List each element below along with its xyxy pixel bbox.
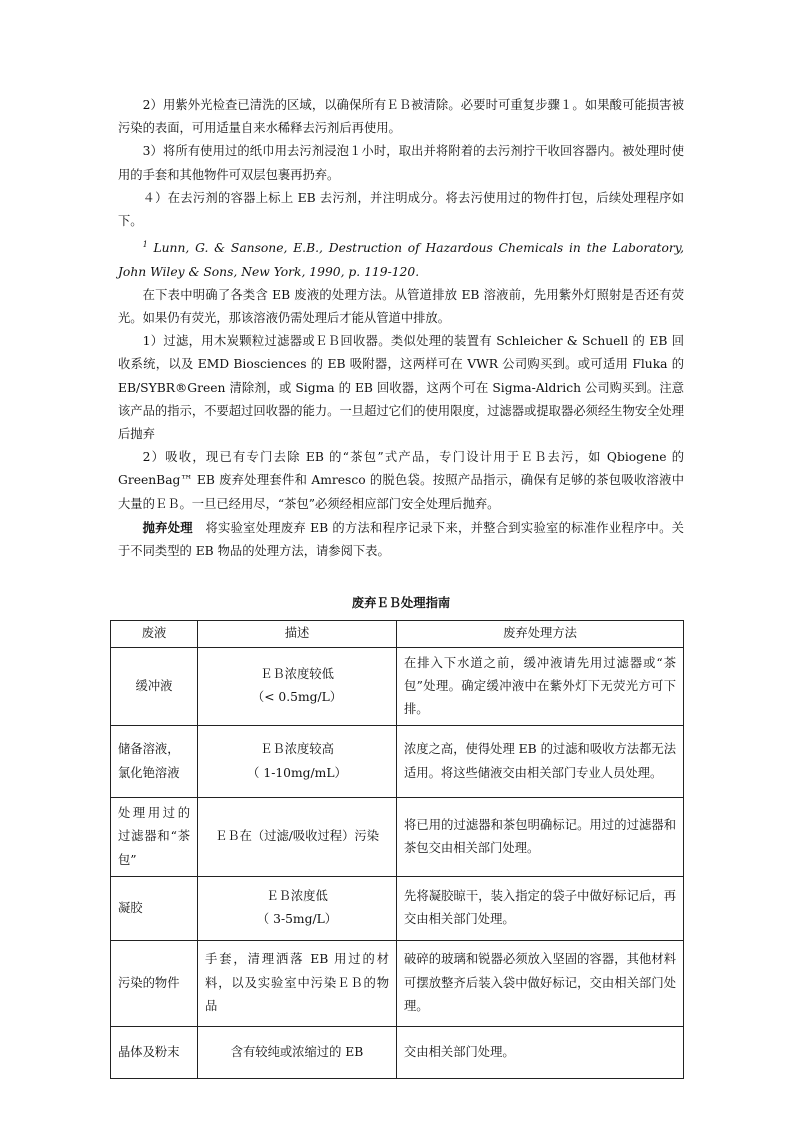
table-row xyxy=(111,876,684,940)
cell-method: 将已用的过滤器和茶包明确标记。用过的过滤器和茶包交由相关部门处理。 xyxy=(397,798,684,877)
disposal-label: 抛弃处理 xyxy=(142,519,193,535)
paragraph-intro-table: 在下表中明确了各类含 EB 废液的处理方法。从管道排放 EB 溶液前，先用紫外灯照射是否还有荧光。如果仍有荧光，那该溶液仍需处理后才能从管道中排放。 xyxy=(118,287,684,325)
table-row xyxy=(111,647,684,726)
cell-waste: 缓冲液 xyxy=(111,647,198,726)
cell-method: 浓度之高，使得处理 EB 的过滤和吸收方法都无法适用。将这些储液交由相关部门专业人员处理。 xyxy=(397,726,684,798)
cell-method: 破碎的玻璃和锐器必须放入坚固的容器，其他材料可摆放整齐后装入袋中做好标记，交由相关部门处理。 xyxy=(397,940,684,1026)
reference-footnote xyxy=(118,233,684,284)
paragraph-filter: 1）过滤，用木炭颗粒过滤器或ＥＢ回收器。类似处理的装置有 Schleicher & Schuell 的 EB 回收系统，以及 EMD Biosciences 的 EB 吸附器，这两样可在 VWR 公司购买到。或可适用 Fluka 的 EB/SYBR®Green 清除剂，或 Sigma 的 EB 回收器，这两个可在 Sigma-Aldrich 公司购买到。注意该产品的指示，不要超过回收器的能力。一旦超过它们的使用限度，过滤器或提取器必须经生物安全处理后抛弃 xyxy=(118,334,684,441)
paragraph-step-3: 3）将所有使用过的纸巾用去污剂浸泡１小时，取出并将附着的去污剂拧干收回容器内。被处理时使用的手套和其他物件可双层包裹再扔弃。 xyxy=(118,144,684,182)
reference-marker: 1 xyxy=(142,240,148,250)
cell-description xyxy=(198,726,397,798)
desc-line: （ 1-10mg/mL） xyxy=(247,765,347,780)
paragraph-absorb: 2）吸收，现已有专门去除 EB 的“茶包”式产品，专门设计用于ＥＢ去污，如 Qbiogene 的 GreenBag™ EB 废弃处理套件和 Amresco 的脱色袋。按照产品指示，确保有足够的茶包吸收溶液中大量的ＥＢ。一旦已经用尽，“茶包”必须经相应部门安全处理后抛弃。 xyxy=(118,450,684,511)
cell-description: 含有较纯或浓缩过的 EB xyxy=(198,1026,397,1078)
paragraph-disposal xyxy=(118,516,684,563)
desc-line: ＥＢ浓度较低 xyxy=(260,667,334,682)
desc-line: ＥＢ浓度较高 xyxy=(260,742,334,757)
desc-line: （< 0.5mg/L） xyxy=(251,690,343,705)
reference-text: Lunn, G. & Sansone, E.B., Destruction of Hazardous Chemicals in the Laboratory, John Wiley & Sons, New York, 1990, p. 119-120. xyxy=(118,241,684,279)
disposal-text: 将实验室处理废弃 EB 的方法和程序记录下来，并整合到实验室的标准作业程序中。关于不同类型的 EB 物品的处理方法，请参阅下表。 xyxy=(118,520,684,558)
paragraph-step-4: ４）在去污剂的容器上标上 EB 去污剂，并注明成分。将去污使用过的物件打包，后续处理程序如下。 xyxy=(118,190,684,229)
paragraph-step-2: 2）用紫外光检查已清洗的区域，以确保所有ＥＢ被清除。必要时可重复步骤１。如果酸可能损害被污染的表面，可用适量自来水稀释去污剂后再使用。 xyxy=(118,98,684,136)
table-row xyxy=(111,1026,684,1078)
table-header-row xyxy=(111,621,684,647)
table-row xyxy=(111,798,684,877)
cell-waste: 储备溶液，氯化铯溶液 xyxy=(111,726,198,798)
table-row xyxy=(111,726,684,798)
desc-line: ＥＢ在（过滤/吸收过程）污染 xyxy=(214,829,379,844)
cell-waste: 污染的物件 xyxy=(111,940,198,1026)
cell-description xyxy=(198,647,397,726)
desc-line: ＥＢ浓度低 xyxy=(266,889,328,904)
cell-waste: 处理用过的过滤器和“茶包” xyxy=(111,798,198,877)
cell-description xyxy=(198,876,397,940)
header-description: 描述 xyxy=(198,621,397,647)
cell-method: 在排入下水道之前，缓冲液请先用过滤器或“茶包”处理。确定缓冲液中在紫外灯下无荧光方可下排。 xyxy=(397,647,684,726)
document-page xyxy=(118,94,684,1079)
cell-method: 先将凝胶晾干，装入指定的袋子中做好标记后，再交由相关部门处理。 xyxy=(397,876,684,940)
cell-waste: 晶体及粉末 xyxy=(111,1026,198,1078)
table-title: 废弃ＥＢ处理指南 xyxy=(351,595,451,611)
header-waste: 废液 xyxy=(111,621,198,647)
cell-waste: 凝胶 xyxy=(111,876,198,940)
cell-description: 手套，清理洒落 EB 用过的材料，以及实验室中污染ＥＢ的物品 xyxy=(198,940,397,1026)
desc-line: （ 3-5mg/L） xyxy=(256,912,338,927)
table-row xyxy=(111,940,684,1026)
header-method: 废弃处理方法 xyxy=(397,621,684,647)
cell-description xyxy=(198,798,397,877)
cell-method: 交由相关部门处理。 xyxy=(397,1026,684,1078)
disposal-table xyxy=(110,620,684,1078)
